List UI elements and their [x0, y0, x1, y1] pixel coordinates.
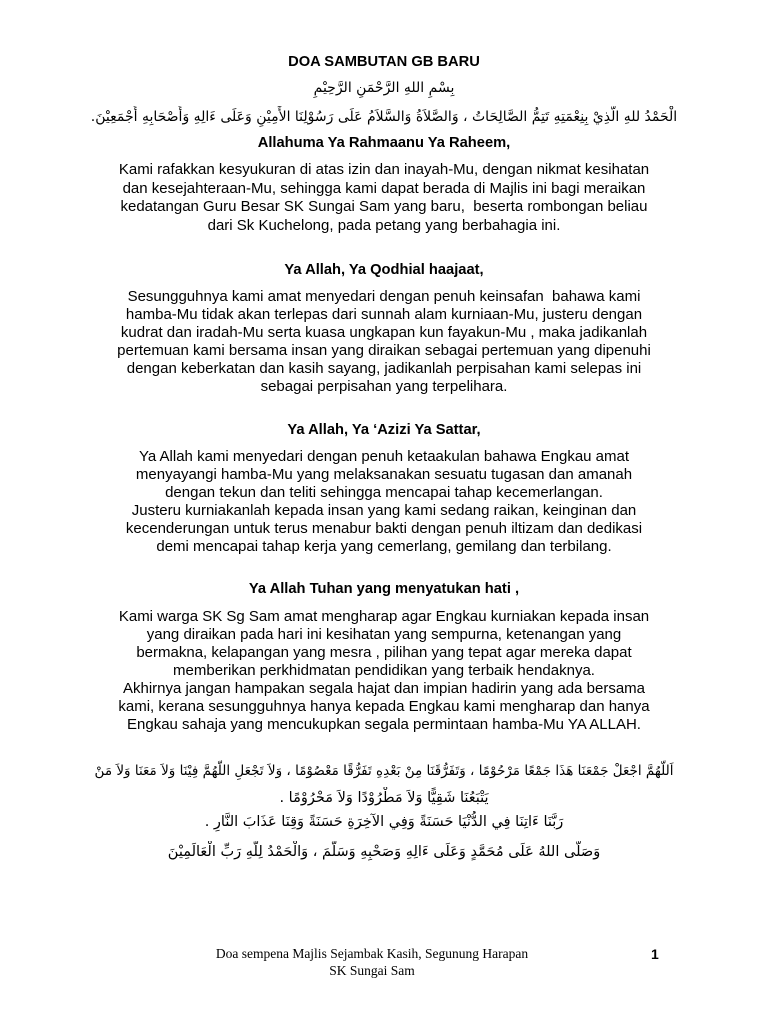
paragraph-line: dengan keberkatan dan kasih sayang, jadikanlah perpisahan kami selepas ini [126, 360, 642, 377]
paragraph-line: Akhirnya jangan hampakan segala hajat dan impian hadirin yang ada bersama [122, 680, 645, 697]
paragraph-line: kecenderungan untuk terus menabur bakti dengan penuh iltizam dan dedikasi [125, 520, 643, 537]
paragraph-line: Ya Allah kami menyedari dengan penuh ketaakulan bahawa Engkau amat [138, 448, 630, 465]
page-number: 1 [651, 946, 659, 962]
closing-arabic-line: يَتْبَعُنَا شَقِيًّا وَلاَ مَطْرُوْدًا وَلاَ مَحْرُوْمًا . [279, 790, 489, 806]
section-paragraph [84, 448, 684, 556]
document-title: DOA SAMBUTAN GB BARU [288, 54, 480, 70]
paragraph-line: demi mencapai tahap kerja yang cemerlang, gemilang dan terbilang. [156, 538, 612, 555]
paragraph-line: Sesungguhnya kami amat menyedari dengan penuh keinsafan bahawa kami [127, 288, 641, 305]
paragraph-line: bermakna, kelapangan yang mesra , pilihan yang tepat agar mereka dapat [136, 644, 632, 661]
paragraph-line: sebagai perpisahan yang terpelihara. [260, 378, 508, 395]
paragraph-line: dengan tekun dan teliti sehingga mencapai tahap kecemerlangan. [165, 484, 603, 501]
paragraph-line: menyayangi hamba-Mu yang melaksanakan sesuatu tugasan dan amanah [135, 466, 633, 483]
footer-line: Doa sempena Majlis Sejambak Kasih, Segunung Harapan [215, 946, 529, 961]
section-heading: Ya Allah Tuhan yang menyatukan hati , [248, 581, 520, 597]
paragraph-line: hamba-Mu tidak akan terlepas dari sunnah alam kurniaan-Mu, justeru dengan [125, 306, 643, 323]
paragraph-line: Justeru kurniakanlah kepada insan yang kami sedang raikan, keinginan dan [131, 502, 637, 519]
page-footer [172, 945, 572, 979]
paragraph-line: kudrat dan iradah-Mu serta kuasa ungkapan kun fayakun-Mu , maka jadikanlah [120, 324, 648, 341]
paragraph-line: kami, kerana sesungguhnya hanya kepada Engkau kami mengharap dan hanya [118, 698, 650, 715]
section-heading: Ya Allah, Ya ‘Azizi Ya Sattar, [287, 422, 481, 438]
paragraph-line: Engkau sahaja yang mencukupkan segala permintaan hamba-Mu YA ALLAH. [127, 716, 641, 733]
paragraph-line: pertemuan kami bersama insan yang diraikan sebagai pertemuan yang dipenuhi [117, 342, 651, 359]
opening-praise-line: الْحَمْدُ للهِ الَّذِيْ بِنِعْمَتِهِ تَتِمُّ الصَّالِحَاتُ ، وَالصَّلاَةُ وَالسَّلاَمُ عَلَى رَسُوْلِنَا الأَمِيْنِ وَعَلَى ءَالِهِ وَأَصْحَابِهِ أَجْمَعِيْنَ. [90, 109, 678, 125]
paragraph-line: yang diraikan pada hari ini kesihatan yang sempurna, ketenangan yang [146, 626, 622, 643]
bismillah-line: بِسْمِ اللهِ الرَّحْمَنِ الرَّحِيْمِ [313, 80, 455, 96]
section-paragraph [84, 161, 684, 235]
paragraph-line: dari Sk Kuchelong, pada petang yang berbahagia ini. [207, 216, 561, 234]
section-heading: Ya Allah, Ya Qodhial haajaat, [284, 262, 484, 278]
paragraph-line: memberikan perkhidmatan pendidikan yang terbaik hendaknya. [173, 662, 595, 679]
paragraph-line: kedatangan Guru Besar SK Sungai Sam yang baru, beserta rombongan beliau [120, 198, 648, 216]
section-paragraph [84, 608, 684, 734]
footer-line: SK Sungai Sam [329, 963, 415, 978]
closing-arabic-line: رَبَّنَا ءَاتِنَا فِي الدُّنْيَا حَسَنَةً وَفِي الآخِرَةِ حَسَنَةً وَقِنَا عَذَابَ النَّارِ . [204, 814, 564, 830]
paragraph-line: Kami rafakkan kesyukuran di atas izin dan inayah-Mu, dengan nikmat kesihatan [118, 161, 650, 178]
closing-arabic-line: وَصَلَّى اللهُ عَلَى مُحَمَّدٍ وَعَلَى ءَالِهِ وَصَحْبِهِ وَسَلَّمَ ، وَالْحَمْدُ لِلَّهِ رَبِّ الْعَالَمِيْنَ [167, 844, 601, 860]
section-paragraph [84, 288, 684, 396]
paragraph-line: dan kesejahteraan-Mu, sehingga kami dapat berada di Majlis ini bagi meraikan [122, 179, 646, 197]
paragraph-line: Kami warga SK Sg Sam amat mengharap agar Engkau kurniakan kepada insan [118, 608, 650, 625]
section-heading: Allahuma Ya Rahmaanu Ya Raheem, [257, 135, 511, 151]
closing-arabic-line: اَللَّهُمَّ اجْعَلْ جَمْعَنَا هَذَا جَمْعًا مَرْحُوْمًا ، وَتَفَرُّقَنَا مِنْ بَعْدِهِ تَفَرُّقًا مَعْصُوْمًا ، وَلاَ تَجْعَلِ اللَّهُمَّ فِيْنَا وَلاَ مَعَنَا وَلاَ مَنْ [94, 763, 674, 779]
